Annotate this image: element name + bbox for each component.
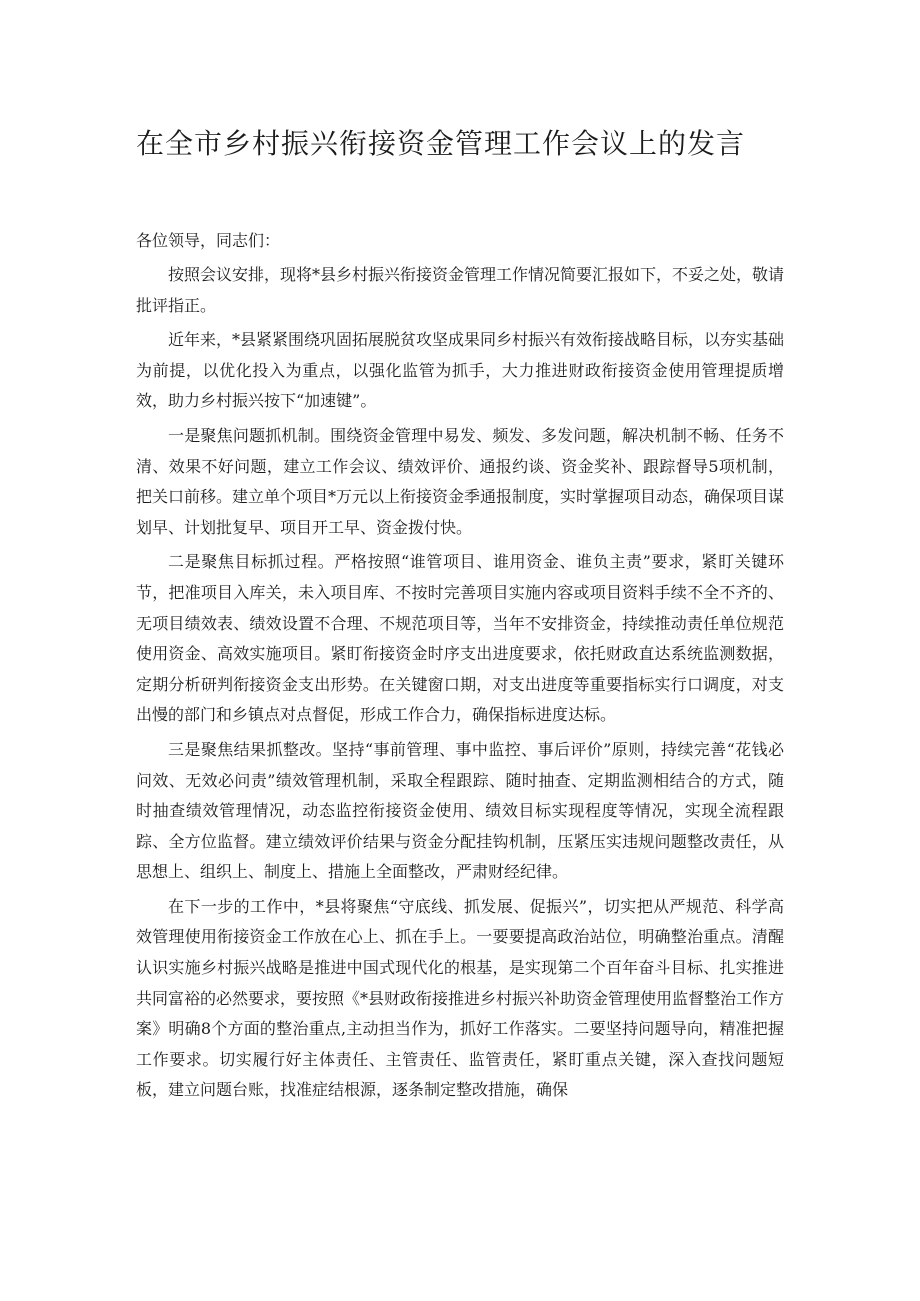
document-title: 在全市乡村振兴衔接资金管理工作会议上的发言: [136, 127, 746, 160]
paragraph-process: 二是聚焦目标抓过程。严格按照“谁管项目、谁用资金、谁负主责”要求，紧盯关键环节，把准项目入库关，未入项目库、不按时完善项目实施内容或项目资料手续不全不齐的、无项目绩效表、绩效设置不合理、不规范项目等，当年不安排资金，持续推动责任单位规范使用资金、高效实施项目。紧盯衔接资金时序支出进度要求，依托财政直达系统监测数据，定期分析研判衔接资金支出形势。在关键窗口期，对支出进度等重要指标实行口调度，对支出慢的部门和乡镇点对点督促，形成工作合力，确保指标进度达标。: [136, 552, 784, 725]
paragraph-mechanism: 一是聚焦问题抓机制。围绕资金管理中易发、频发、多发问题，解决机制不畅、任务不清、效果不好问题，建立工作会议、绩效评价、通报约谈、资金奖补、跟踪督导5项机制，把关口前移。建立单个项目*万元以上衔接资金季通报制度，实时掌握项目动态，确保项目谋划早、计划批复早、项目开工早、资金拨付快。: [136, 425, 785, 537]
document-body: [136, 226, 784, 1110]
salutation: 各位领导，同志们：: [136, 231, 281, 250]
paragraph-next-steps: 在下一步的工作中，*县将聚焦“守底线、抓发展、促振兴”，切实把从严规范、科学高效管理使用衔接资金工作放在心上、抓在手上。一要要提高政治站位，明确整治重点。清醒认识实施乡村振兴战略是推进中国式现代化的根基，是实现第二个百年奋斗目标、扎实推进共同富裕的必然要求，要按照《*县财政衔接推进乡村振兴补助资金管理使用监督整治工作方案》明确8个方面的整治重点,主动担当作为，抓好工作落实。二要坚持问题导向，精准把握工作要求。切实履行好主体责任、主管责任、监管责任，紧盯重点关键，深入查找问题短板，建立问题台账，找准症结根源，逐条制定整改措施，确保: [136, 896, 785, 1100]
paragraph-intro: 按照会议安排，现将*县乡村振兴衔接资金管理工作情况简要汇报如下，不妥之处，敬请批评指正。: [136, 265, 785, 315]
paragraph-rectification: 三是聚焦结果抓整改。坚持“事前管理、事中监控、事后评价”原则，持续完善“花钱必问效、无效必问责”绩效管理机制，采取全程跟踪、随时抽查、定期监测相结合的方式，随时抽查绩效管理情况，动态监控衔接资金使用、绩效目标实现程度等情况，实现全流程跟踪、全方位监督。建立绩效评价结果与资金分配挂钩机制，压紧压实违规问题整改责任，从思想上、组织上、制度上、措施上全面整改，严肃财经纪律。: [136, 739, 784, 882]
paragraph-overview: 近年来，*县紧紧围绕巩固拓展脱贫攻坚成果同乡村振兴有效衔接战略目标，以夯实基础为前提，以优化投入为重点，以强化监管为抓手，大力推进财政衔接资金使用管理提质增效，助力乡村振兴按下“加速键”。: [136, 330, 785, 411]
